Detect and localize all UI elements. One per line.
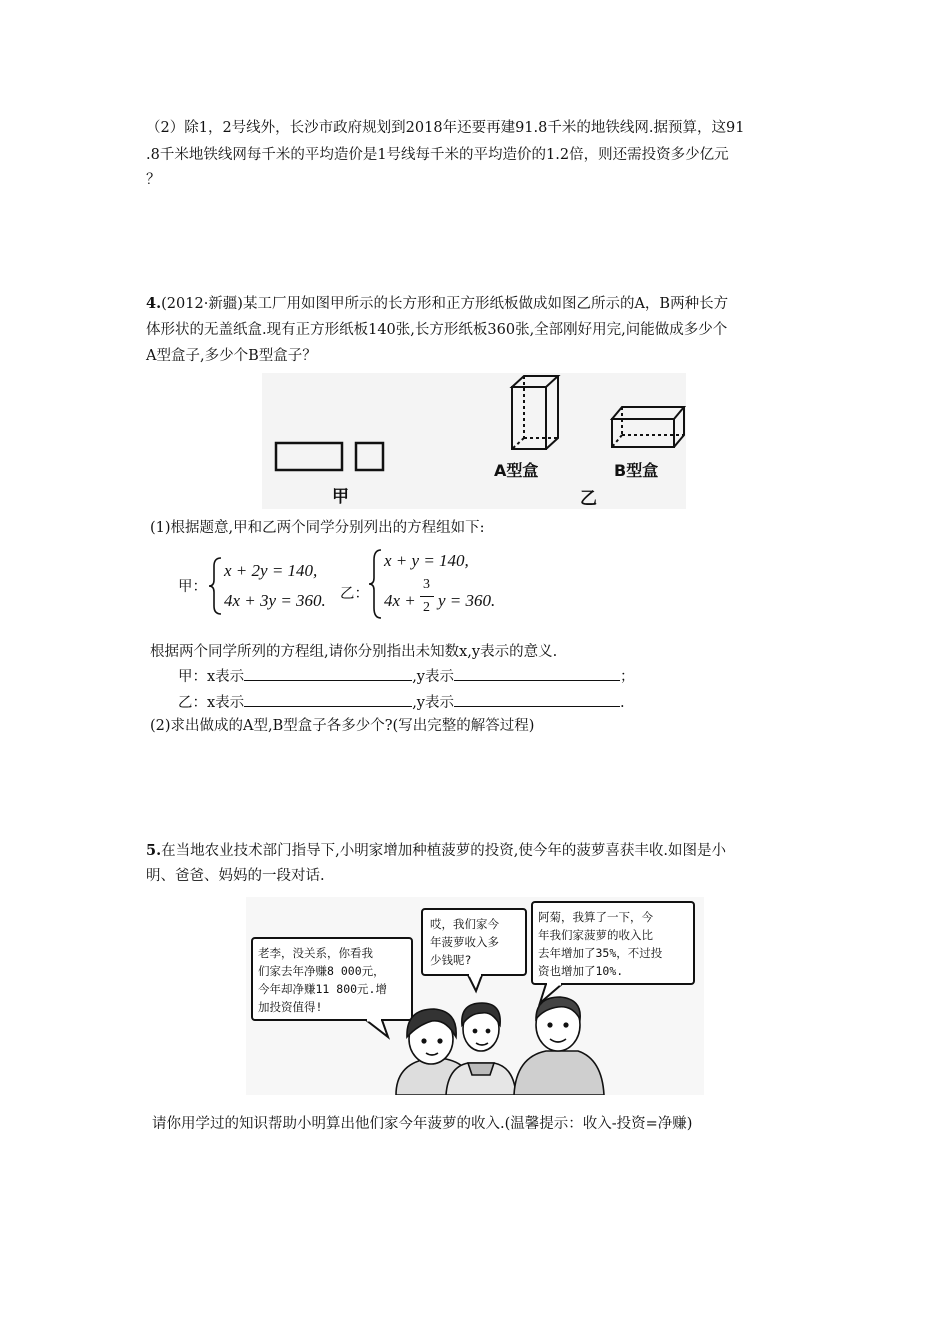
bubble-dad-line3: 去年增加了35%，不过投 (538, 946, 663, 960)
box-a-drawing (512, 376, 558, 449)
jia-meaning-row (178, 666, 635, 687)
yi-eq1: x + y = 140, (384, 551, 469, 570)
yi-y-blank[interactable] (454, 692, 620, 707)
q3-part2-line3: ？ (146, 172, 161, 188)
yi-frac-den: 2 (423, 600, 430, 615)
bubble-son-line1: 哎，我们家今 (430, 917, 499, 931)
bubble-son-line3: 少钱呢? (430, 953, 472, 967)
q4-line2: 体形状的无盖纸盒.现有正方形纸板140张,长方形纸板360张,全部刚好用完,问能做成多少个 (146, 322, 728, 338)
box-b-label: B型盒 (614, 461, 659, 480)
yi-eq2-left: 4x + (384, 591, 416, 610)
q5-dialogue-figure (246, 897, 704, 1095)
dad-figure (514, 997, 604, 1095)
q4-text1: (2012·新疆)某工厂用如图甲所示的长方形和正方形纸板做成如图乙所示的A，B两种长方 (161, 296, 729, 312)
jia-y-blank[interactable] (454, 666, 620, 681)
yi-brace (368, 548, 384, 620)
yi-eq2-right: y = 360. (438, 591, 496, 610)
bubble-dad (532, 902, 694, 1003)
q4-figure (262, 373, 686, 509)
long-rectangle-board (276, 443, 342, 470)
q4-number: 4. (146, 295, 162, 312)
q5-dialogue-svg (246, 897, 704, 1095)
q4-line1 (146, 294, 728, 314)
q5-line2: 明、爸爸、妈妈的一段对话. (146, 868, 325, 884)
bubble-dad-line1: 阿菊，我算了一下，今 (538, 910, 653, 924)
bubble-mom-line2: 们家去年净赚8 000元， (258, 964, 385, 978)
q3-part2-line1: （2）除1，2号线外，长沙市政府规划到2018年还要再建91.8千米的地铁线网.据预算，这91 (146, 120, 745, 136)
q4-figure-svg (262, 373, 686, 509)
yi-frac-bar (420, 596, 434, 597)
yi-x-blank[interactable] (244, 692, 412, 707)
bubble-son-line2: 年菠萝收入多 (430, 935, 499, 949)
box-b-drawing (612, 407, 684, 447)
yi-frac-num: 3 (423, 577, 430, 592)
jia-end: ； (620, 669, 635, 685)
square-board (356, 443, 383, 470)
q5-line1 (146, 841, 726, 861)
bubble-mom (252, 938, 412, 1037)
label-jia: 甲 (332, 487, 349, 507)
jia-y-label: ,y表示 (412, 669, 454, 685)
jia-eq2: 4x + 3y = 360. (224, 591, 326, 610)
jia-eq1: x + 2y = 140, (224, 561, 318, 580)
box-a-label: A型盒 (494, 461, 539, 480)
q5-number: 5. (146, 842, 162, 859)
bubble-dad-line2: 年我们家菠萝的收入比 (538, 928, 653, 942)
bubble-mom-line4: 加投资值得! (258, 1000, 323, 1014)
q5-text1: 在当地农业技术部门指导下,小明家增加种植菠萝的投资,使今年的菠萝喜获丰收.如图是小 (161, 843, 726, 859)
q3-part2-line2: .8千米地铁线网每千米的平均造价是1号线每千米的平均造价的1.2倍，则还需投资多少亿元 (146, 147, 729, 163)
bubble-son (422, 909, 526, 991)
jia-x-blank[interactable] (244, 666, 412, 681)
jia-name: 甲： (178, 579, 207, 595)
son-figure (446, 1003, 516, 1095)
jia-x-label: 甲：x表示 (178, 669, 245, 685)
q4-line3: A型盒子,多少个B型盒子？ (146, 348, 317, 364)
yi-meaning-row (178, 692, 625, 713)
bubble-mom-line3: 今年却净赚11 800元.增 (258, 982, 387, 996)
bubble-dad-line4: 资也增加了10%. (538, 964, 624, 978)
q4-part2: (2)求出做成的A型,B型盒子各多少个?(写出完整的解答过程) (150, 718, 535, 734)
yi-y-label: ,y表示 (412, 695, 454, 711)
bubble-mom-line1: 老李，没关系，你看我 (258, 946, 373, 960)
label-yi: 乙 (580, 489, 597, 509)
yi-name: 乙： (340, 586, 369, 602)
yi-x-label: 乙：x表示 (178, 695, 245, 711)
jia-brace (208, 556, 224, 616)
q5-question: 请你用学过的知识帮助小明算出他们家今年菠萝的收入.(温馨提示：收入-投资=净赚) (152, 1116, 693, 1132)
q4-part1-intro: (1)根据题意,甲和乙两个同学分别列出的方程组如下: (150, 520, 485, 536)
meaning-intro: 根据两个同学所列的方程组,请你分别指出未知数x,y表示的意义. (150, 644, 558, 660)
yi-end: . (620, 695, 625, 711)
